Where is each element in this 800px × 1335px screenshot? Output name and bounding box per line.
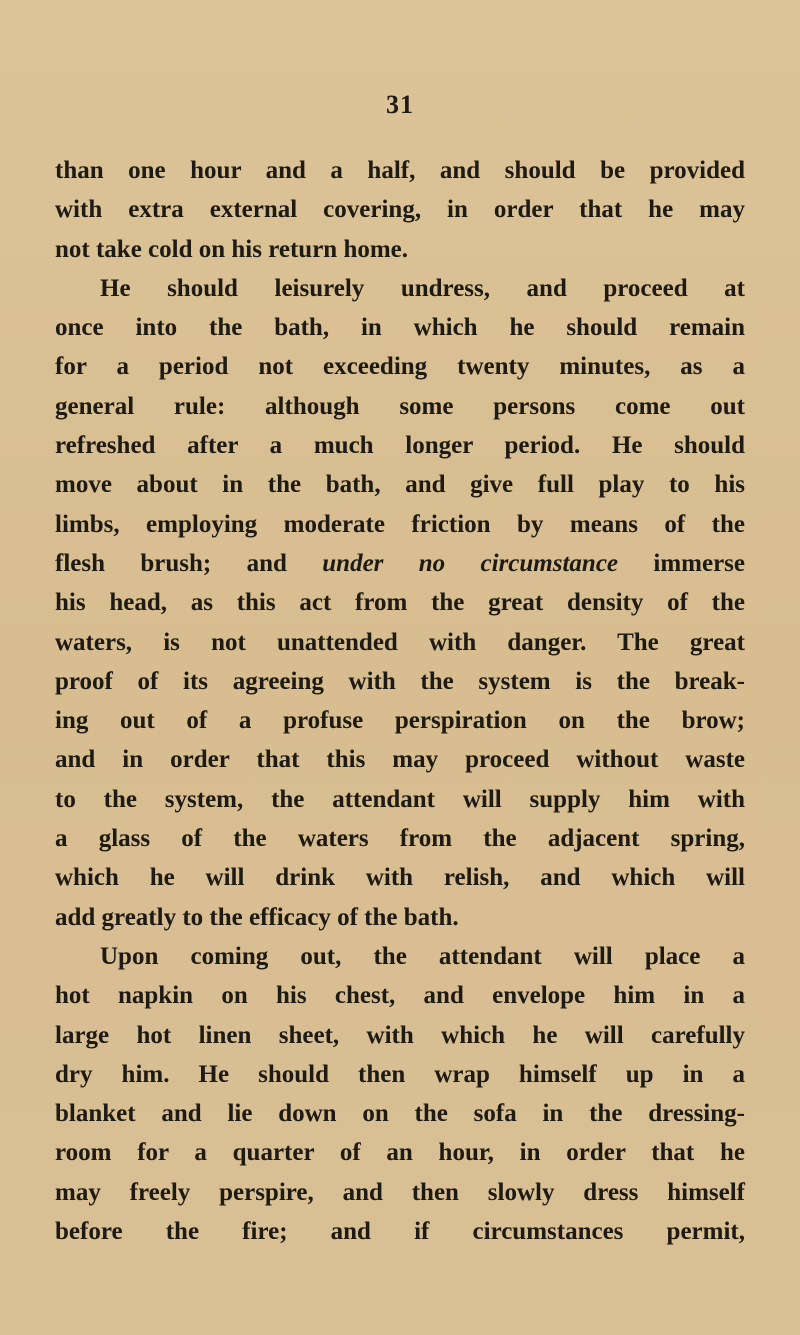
text-segment: immerse [618,549,745,577]
text-line [55,347,745,386]
text-segment: proof of its agreeing with the system is the break- [55,667,745,695]
text-segment: move about in the bath, and give full play to his [55,471,745,499]
text-line [55,1094,745,1133]
text-line [55,151,745,190]
text-line [55,662,745,701]
text-line [55,1055,745,1094]
text-segment: and in order that this may proceed without waste [55,746,745,774]
text-segment: blanket and lie down on the sofa in the dressing- [55,1100,745,1128]
text-line [55,230,745,269]
text-line [55,308,745,347]
text-segment: a glass of the waters from the adjacent spring, [55,825,745,853]
text-line [55,387,745,426]
text-segment: refreshed after a much longer period. He should [55,432,745,460]
text-line [55,701,745,740]
text-segment: his head, as this act from the great density of the [55,589,745,617]
text-segment: He should leisurely undress, and proceed at [100,274,745,302]
text-segment: ing out of a profuse perspiration on the brow; [55,707,745,735]
text-segment: may freely perspire, and then slowly dress himself [55,1178,745,1206]
text-line [55,505,745,544]
text-segment: general rule: although some persons come out [55,392,745,420]
text-line [55,623,745,662]
body-text [55,151,745,1251]
text-line [55,1016,745,1055]
text-line [55,465,745,504]
text-segment: add greatly to the efficacy of the bath. [55,903,459,931]
text-line [55,269,745,308]
text-line [55,898,745,937]
italic-text-segment: under no circumstance [322,549,619,577]
text-line [55,426,745,465]
text-segment: large hot linen sheet, with which he will carefully [55,1021,745,1049]
text-line [55,858,745,897]
text-segment: dry him. He should then wrap himself up in a [55,1060,745,1088]
text-segment: Upon coming out, the attendant will place a [100,942,745,970]
text-segment: before the fire; and if circumstances permit, [55,1218,745,1246]
text-segment: to the system, the attendant will supply him with [55,785,745,813]
text-line [55,740,745,779]
text-line [55,1212,745,1251]
text-line [55,819,745,858]
text-segment: than one hour and a half, and should be provided [55,157,745,184]
text-line [55,1173,745,1212]
text-segment: once into the bath, in which he should remain [55,314,745,342]
text-segment: with extra external covering, in order that he may [55,196,745,224]
text-segment: not take cold on his return home. [55,235,409,263]
text-line [55,780,745,819]
text-segment: limbs, employing moderate friction by means of the [55,510,745,538]
text-line [55,976,745,1015]
text-line [55,583,745,622]
text-line [55,190,745,229]
text-segment: which he will drink with relish, and which will [55,864,745,892]
text-segment: flesh brush; and [55,549,323,577]
text-segment: room for a quarter of an hour, in order that he [55,1139,745,1167]
text-line [55,1133,745,1172]
text-segment: for a period not exceeding twenty minutes, as a [55,353,745,381]
text-line [55,937,745,976]
text-line [55,544,745,583]
page-number: 31 [386,90,414,119]
text-segment: waters, is not unattended with danger. The great [55,628,745,656]
text-segment: hot napkin on his chest, and envelope him in a [55,982,745,1010]
